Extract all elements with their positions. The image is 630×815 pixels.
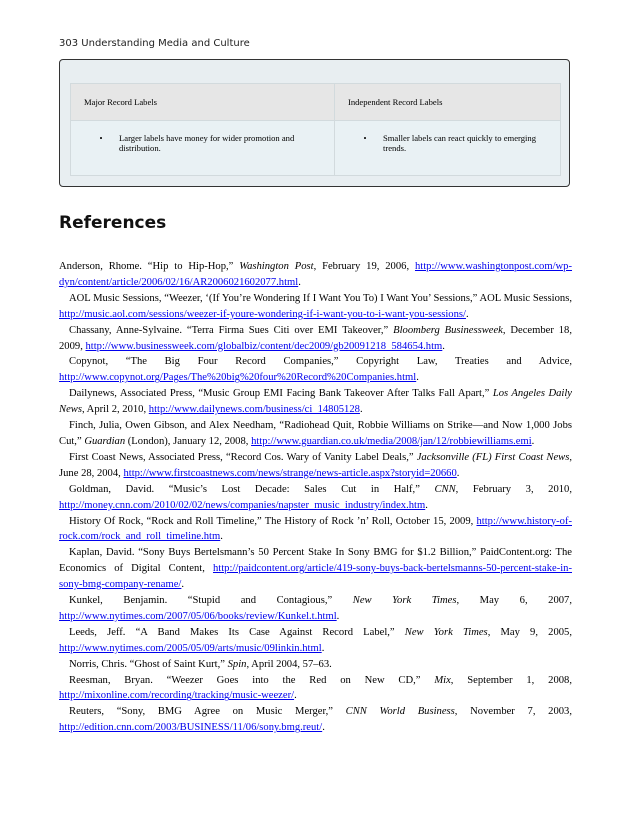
- reference-text: Reuters, “Sony, BMG Agree on Music Merger,”: [69, 706, 346, 718]
- reference-link[interactable]: http://edition.cnn.com/2003/BUSINESS/11/06/sony.bmg.reut/: [59, 722, 323, 734]
- reference-text: , May 9, 2005,: [487, 626, 572, 638]
- reference-entry: [59, 482, 572, 514]
- cell-independent-text: Smaller labels can react quickly to emerging trends.: [382, 133, 537, 153]
- reference-link[interactable]: http://www.businessweek.com/globalbiz/content/dec2009/gb20091218_584654.htm: [85, 340, 443, 352]
- reference-entry: [59, 323, 572, 355]
- reference-source: Mix: [434, 674, 451, 686]
- reference-link[interactable]: http://www.dailynews.com/business/ci_14805128: [148, 404, 360, 416]
- reference-link[interactable]: http://www.nytimes.com/2007/05/06/books/review/Kunkel.t.html: [59, 610, 337, 622]
- reference-link[interactable]: http://www.nytimes.com/2005/05/09/arts/music/09linkin.html: [59, 642, 322, 654]
- reference-entry: [59, 514, 572, 546]
- reference-text: Kunkel, Benjamin. “Stupid and Contagious,”: [69, 595, 353, 607]
- reference-link[interactable]: http://www.firstcoastnews.com/news/strange/news-article.aspx?storyid=20660: [123, 467, 457, 479]
- reference-text: , December 18, 2009,: [59, 324, 572, 352]
- reference-text: , February 3, 2010,: [455, 483, 572, 495]
- reference-text: .: [456, 467, 460, 479]
- reference-text: , April 2, 2010,: [81, 404, 149, 416]
- reference-text: Anderson, Rhome. “Hip to Hip-Hop,”: [59, 261, 240, 272]
- reference-entry: [59, 386, 572, 418]
- reference-entry: [59, 704, 572, 736]
- column-header-independent: Independent Record Labels: [334, 84, 560, 121]
- running-header: [59, 38, 250, 49]
- column-header-major: Major Record Labels: [71, 84, 335, 121]
- references-list: [59, 259, 572, 736]
- reference-source: New York Times: [352, 595, 457, 607]
- reference-entry: [59, 450, 572, 482]
- reference-text: (London), January 12, 2008,: [125, 435, 252, 447]
- reference-text: Chassany, Anne-Sylvaine. “Terra Firma Sues Citi over EMI Takeover,”: [69, 324, 394, 336]
- bullet-icon: •: [99, 133, 103, 143]
- reference-text: .: [442, 340, 445, 352]
- reference-text: AOL Music Sessions, “Weezer, ‘(If You’re Wondering If I Want You To) I Want You’ Sessions,” AOL Music Sessions,: [69, 292, 572, 304]
- reference-text: , May 6, 2007,: [456, 595, 572, 607]
- comparison-box: [59, 59, 570, 187]
- page-number: 303: [59, 38, 79, 49]
- reference-entry: [59, 657, 572, 673]
- references-heading: References: [59, 213, 167, 233]
- reference-text: .: [298, 276, 301, 288]
- cell-independent: [334, 121, 560, 176]
- reference-source: Jacksonville (FL) First Coast News: [416, 451, 570, 463]
- reference-text: .: [531, 435, 535, 447]
- comparison-table: [70, 83, 561, 176]
- reference-entry: [59, 354, 572, 386]
- reference-entry: [59, 418, 572, 450]
- reference-text: .: [220, 531, 223, 543]
- reference-text: , April 2004, 57–63.: [246, 658, 332, 670]
- reference-entry: [59, 259, 572, 291]
- reference-link[interactable]: http://www.washingtonpost.com/wp-dyn/content/article/2006/02/16/AR2006021602077.html: [59, 261, 573, 288]
- reference-text: .: [321, 642, 325, 654]
- reference-text: Norris, Chris. “Ghost of Saint Kurt,”: [69, 658, 228, 670]
- reference-link[interactable]: http://music.aol.com/sessions/weezer-if-youre-wondering-if-i-want-you-to-i-want-you-sessions/: [59, 308, 466, 320]
- reference-text: Kaplan, David. “Sony Buys Bertelsmann’s 50 Percent Stake In Sony BMG for $1.2 Billion,” PaidContent.org: The Economics of Digital Content,: [59, 547, 572, 575]
- reference-text: History Of Rock, “Rock and Roll Timeline,” The History of Rock ’n’ Roll, October 15, 2009,: [69, 515, 477, 527]
- reference-entry: [59, 673, 572, 705]
- reference-entry: [59, 625, 572, 657]
- reference-text: Reesman, Bryan. “Weezer Goes into the Red on New CD,”: [69, 674, 435, 686]
- reference-text: .: [336, 610, 340, 622]
- reference-source: Los Angeles Daily News: [59, 388, 572, 416]
- reference-link[interactable]: http://www.guardian.co.uk/media/2008/jan/12/robbiewilliams.emi: [251, 435, 532, 447]
- reference-link[interactable]: http://paidcontent.org/article/419-sony-buys-back-bertelsmanns-50-percent-stake-in-sony-bmg-company-rename/: [59, 563, 572, 591]
- cell-major-text: Larger labels have money for wider promotion and distribution.: [119, 133, 295, 153]
- bullet-icon: •: [363, 133, 367, 143]
- reference-text: Dailynews, Associated Press, “Music Group EMI Facing Bank Takeover After Talks Fall Apart,”: [69, 388, 493, 400]
- reference-text: , June 28, 2004,: [59, 451, 572, 479]
- running-title: Understanding Media and Culture: [81, 38, 250, 49]
- reference-entry: [59, 545, 572, 593]
- reference-link[interactable]: http://money.cnn.com/2010/02/02/news/companies/napster_music_industry/index.htm: [59, 499, 426, 511]
- reference-text: , February 19, 2006,: [313, 261, 415, 272]
- reference-link[interactable]: http://mixonline.com/recording/tracking/music-weezer/: [59, 690, 295, 702]
- reference-link[interactable]: http://www.history-of-rock.com/rock_and_roll_timeline.htm: [59, 515, 572, 543]
- reference-source: New York Times: [404, 626, 488, 638]
- reference-text: .: [359, 404, 363, 416]
- reference-text: Goldman, David. “Music’s Lost Decade: Sales Cut in Half,”: [69, 483, 435, 495]
- reference-text: Finch, Julia, Owen Gibson, and Alex Needham, “Radiohead Quit, Robbie Williams on Strike—and Now 1,000 Jobs Cut,”: [59, 420, 572, 447]
- reference-text: Leeds, Jeff. “A Band Makes Its Case Against Record Label,”: [69, 626, 405, 638]
- cell-major: [71, 121, 335, 176]
- reference-source: Bloomberg Businessweek: [393, 324, 503, 336]
- reference-entry: [59, 593, 572, 625]
- reference-source: Washington Post: [239, 261, 314, 272]
- reference-text: .: [425, 499, 428, 511]
- reference-text: .: [322, 722, 325, 734]
- reference-text: .: [416, 372, 419, 384]
- reference-source: CNN World Business: [345, 706, 455, 718]
- reference-text: .: [294, 690, 297, 702]
- reference-link[interactable]: http://www.copynot.org/Pages/The%20big%20four%20Record%20Companies.html: [59, 372, 417, 384]
- reference-source: Spin: [227, 658, 247, 670]
- reference-text: .: [181, 579, 185, 591]
- reference-text: First Coast News, Associated Press, “Record Cos. Wary of Vanity Label Deals,”: [69, 451, 417, 463]
- reference-entry: [59, 291, 572, 323]
- reference-text: Copynot, “The Big Four Record Companies,” Copyright Law, Treaties and Advice,: [69, 356, 572, 368]
- reference-text: , November 7, 2003,: [454, 706, 572, 718]
- reference-text: .: [465, 308, 469, 320]
- reference-source: Guardian: [84, 435, 126, 447]
- reference-source: CNN: [434, 483, 456, 495]
- reference-text: , September 1, 2008,: [450, 674, 572, 686]
